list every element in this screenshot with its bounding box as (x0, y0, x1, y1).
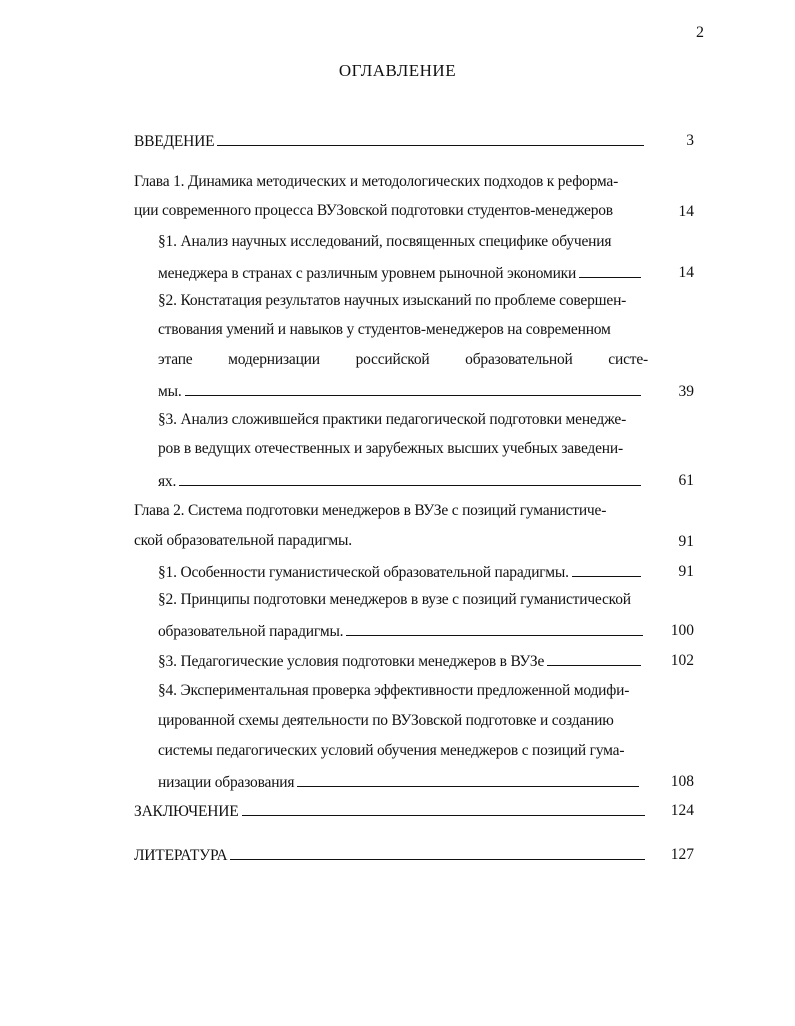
toc-text-line: §3. Анализ сложившейся практики педагогической подготовки менедже- (158, 411, 627, 428)
page-number: 2 (696, 24, 704, 41)
toc-page: 39 (678, 383, 694, 400)
toc-label: ЗАКЛЮЧЕНИЕ (134, 803, 239, 820)
toc-page: 61 (678, 472, 694, 489)
leader-line (242, 800, 645, 816)
toc-page: 91 (678, 533, 694, 550)
toc-word: систе- (608, 351, 648, 368)
toc-label: ВВЕДЕНИЕ (134, 133, 215, 150)
toc-entry-section1-3-cont[interactable] (158, 440, 650, 466)
toc-text-line: Глава 1. Динамика методических и методологических подходов к реформа- (134, 173, 619, 190)
toc-entry-section2-4-cont[interactable] (158, 742, 650, 768)
toc-entry-literature[interactable] (134, 844, 648, 870)
toc-text-line: ции современного процесса ВУЗовской подготовки студентов-менеджеров (134, 202, 613, 219)
toc-entry-chapter2[interactable] (134, 502, 650, 528)
leader-line (572, 561, 641, 577)
toc-entry-section1-3[interactable] (158, 411, 650, 437)
toc-page: 3 (686, 132, 694, 149)
page-title: ОГЛАВЛЕНИЕ (338, 61, 457, 80)
toc-entry-section2-4-cont[interactable] (158, 712, 650, 738)
toc-page: 100 (670, 622, 694, 639)
toc-page: 127 (670, 846, 694, 863)
leader-line (579, 262, 641, 278)
toc-text-line: ской образовательной парадигмы. (134, 532, 352, 549)
toc-entry-section2-3[interactable] (158, 650, 644, 676)
toc-text-line: §4. Экспериментальная проверка эффективности предложенной модифи- (158, 682, 630, 699)
toc-entry-chapter2-cont[interactable] (134, 532, 634, 558)
toc-word: этапе (158, 351, 193, 368)
toc-text-line: Глава 2. Система подготовки менеджеров в ВУЗе с позиций гуманистиче- (134, 502, 607, 519)
leader-line (547, 650, 641, 666)
toc-entry-section1-2[interactable] (158, 292, 650, 318)
toc-entry-chapter1-cont[interactable] (134, 202, 649, 228)
toc-text-line: §3. Педагогические условия подготовки менеджеров в ВУЗе (158, 653, 545, 670)
toc-entry-section2-2[interactable] (158, 591, 650, 617)
toc-entry-section2-4-cont[interactable] (158, 771, 642, 797)
toc-page: 102 (670, 652, 694, 669)
toc-word: образовательной (465, 351, 573, 368)
leader-line (179, 470, 641, 486)
toc-text-line: ях. (158, 473, 177, 490)
toc-text-line: §2. Принципы подготовки менеджеров в вузе с позиций гуманистической (158, 591, 631, 608)
toc-entry-intro[interactable] (134, 130, 647, 156)
toc-entry-section1-3-cont[interactable] (158, 470, 644, 496)
toc-page: 14 (678, 203, 694, 220)
toc-page: 124 (670, 802, 694, 819)
toc-text-line: цированной схемы деятельности по ВУЗовской подготовке и созданию (158, 712, 614, 729)
toc-page: 108 (670, 773, 694, 790)
toc-page: 14 (678, 264, 694, 281)
toc-text-line: мы. (158, 383, 182, 400)
toc-text-line: менеджера в странах с различным уровнем рыночной экономики (158, 265, 577, 282)
toc-text-line: системы педагогических условий обучения менеджеров с позиций гума- (158, 742, 625, 759)
leader-line (346, 620, 643, 636)
toc-word: модернизации (228, 351, 320, 368)
toc-entry-section1-1[interactable] (158, 233, 650, 259)
toc-text-line: ров в ведущих отечественных и зарубежных высших учебных заведени- (158, 440, 623, 457)
toc-entry-chapter1[interactable] (134, 173, 649, 199)
toc-text-line: образовательной парадигмы. (158, 623, 344, 640)
toc-text-line: ствования умений и навыков у студентов-менеджеров на современном (158, 321, 611, 338)
toc-text-line: §2. Констатация результатов научных изысканий по проблеме совершен- (158, 292, 627, 309)
toc-entry-section1-1-cont[interactable] (158, 262, 644, 288)
toc-entry-section1-2-cont[interactable] (158, 380, 644, 406)
toc-entry-section2-2-cont[interactable] (158, 620, 646, 646)
toc-text-line: §1. Анализ научных исследований, посвященных специфике обучения (158, 233, 612, 250)
toc-page: 91 (678, 563, 694, 580)
toc-label: ЛИТЕРАТУРА (134, 847, 228, 864)
toc-entry-section1-2-cont[interactable] (158, 321, 650, 347)
leader-line (217, 130, 644, 146)
leader-line (185, 380, 642, 396)
toc-entry-section2-1[interactable] (158, 561, 644, 587)
toc-word: российской (355, 351, 430, 368)
leader-line (230, 844, 645, 860)
toc-entry-section2-4[interactable] (158, 682, 650, 708)
leader-line (297, 771, 639, 787)
toc-entry-section1-2-cont[interactable] (158, 351, 648, 377)
toc-text-line: §1. Особенности гуманистической образовательной парадигмы. (158, 564, 569, 581)
toc-text-line: низации образования (158, 774, 295, 791)
toc-entry-conclusion[interactable] (134, 800, 648, 826)
